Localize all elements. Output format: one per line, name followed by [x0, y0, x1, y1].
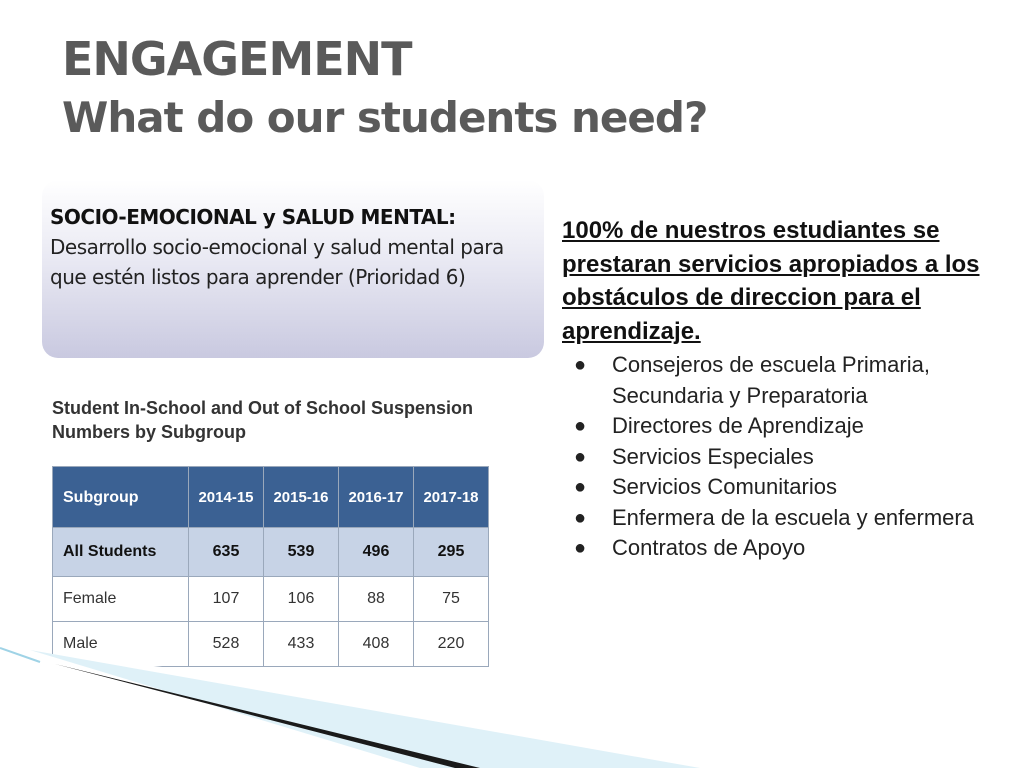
list-item [562, 503, 1002, 534]
goal-statement: 100% de nuestros estudiantes se prestaran servicios apropiados a los obstáculos de direccion para el aprendizaje. [562, 217, 980, 345]
list-item-text: Servicios Especiales [612, 443, 814, 469]
table-cell: All Students [53, 528, 189, 577]
table-cell: 408 [339, 622, 414, 667]
title-line-1: ENGAGEMENT [62, 32, 412, 86]
header-cell: 2016-17 [339, 467, 414, 528]
table-cell: 75 [414, 577, 489, 622]
bullet-icon: ● [574, 445, 587, 468]
bullet-icon: ● [574, 506, 587, 529]
bullet-icon: ● [574, 476, 587, 498]
slide-title [62, 30, 707, 148]
table-cell: 106 [264, 577, 339, 622]
table-title: Student In-School and Out of School Suspension Numbers by Subgroup [52, 398, 473, 442]
suspension-table [52, 466, 489, 667]
bullet-icon: ● [574, 354, 587, 376]
list-item-text: Consejeros de escuela Primaria, Secundaria y Preparatoria [612, 352, 930, 408]
list-item-text: Contratos de Apoyo [612, 535, 806, 560]
header-cell: 2015-16 [264, 467, 339, 528]
decorative-swoosh [0, 640, 1024, 768]
list-item-text: Enfermera de la escuela y enfermera [612, 504, 974, 530]
bullet-icon: ● [574, 537, 587, 559]
table-cell: 496 [339, 528, 414, 577]
list-item [562, 442, 1002, 473]
list-item-text: Servicios Comunitarios [612, 474, 837, 499]
header-cell: 2014-15 [189, 467, 264, 528]
list-item [562, 350, 1002, 411]
list-item [562, 411, 1002, 442]
header-cell: Subgroup [53, 467, 189, 528]
table-cell: Male [53, 622, 189, 667]
table-cell: 220 [414, 622, 489, 667]
table-row [53, 528, 489, 577]
list-item [562, 472, 1002, 503]
title-line-2: What do our students need? [62, 93, 708, 142]
bullet-icon: ● [574, 415, 587, 437]
services-list [562, 350, 1002, 564]
list-item [562, 533, 1002, 564]
table-cell: 88 [339, 577, 414, 622]
table-cell: 107 [189, 577, 264, 622]
table-cell: 295 [414, 528, 489, 577]
table-row [53, 577, 489, 622]
priority-callout [42, 180, 544, 358]
table-cell: 539 [264, 528, 339, 577]
callout-body: Desarrollo socio-emocional y salud mental para que estén listos para aprender (Prioridad 6) [50, 235, 504, 289]
table-cell: 433 [264, 622, 339, 667]
header-cell: 2017-18 [414, 467, 489, 528]
table-cell: Female [53, 577, 189, 622]
list-item-text: Directores de Aprendizaje [612, 413, 864, 438]
callout-heading: SOCIO-EMOCIONAL y SALUD MENTAL: [50, 205, 456, 229]
table-cell: 528 [189, 622, 264, 667]
table-header-row [53, 467, 489, 528]
table-cell: 635 [189, 528, 264, 577]
